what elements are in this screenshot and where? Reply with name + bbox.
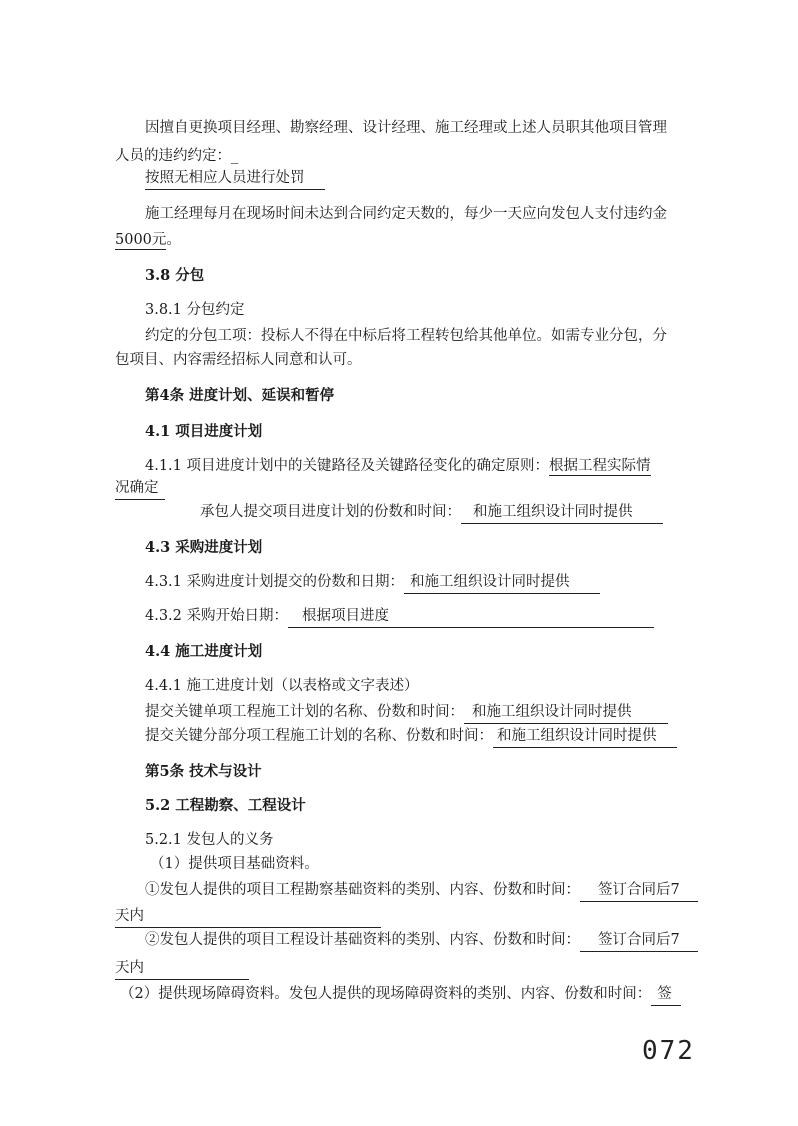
fill-in-value: 和施工组织设计同时提供 [493,726,677,748]
paragraph-line: 包项目、内容需经招标人同意和认可。 [115,352,362,368]
paragraph-line: 因擅自更换项目经理、勘察经理、设计经理、施工经理或上述人员职其他项目管理 [145,120,667,136]
fill-in-value: 根据项目进度 [288,606,654,628]
fill-in-value: 天内 [115,906,381,928]
clause-label: ①发包人提供的项目工程勘察基础资料的类别、内容、份数和时间： [145,882,580,898]
article-heading: 第5条 技术与设计 [145,763,262,780]
paragraph-line: 人员的违约约定：_ [115,148,239,164]
section-heading: 3.8 分包 [145,267,205,284]
section-heading: 5.2 工程勘察、工程设计 [145,797,306,814]
paragraph-line: （1）提供项目基础资料。 [150,856,319,872]
clause-label: 4.3.1 采购进度计划提交的份数和日期： [145,574,405,590]
fill-in-value: 和施工组织设计同时提供 [464,702,668,724]
fill-in-value: 按照无相应人员进行处罚 [145,168,325,190]
clause-label: 4.3.2 采购开始日期： [145,608,289,624]
clause-label: 5.2.1 发包人的义务 [145,832,274,848]
page-number: 072 [642,1036,695,1066]
paragraph-line: 约定的分包工项：投标人不得在中标后将工程转包给其他单位。如需专业分包，分 [145,328,667,344]
clause-label: 4.4.1 施工进度计划（以表格或文字表述） [145,678,419,694]
fill-in-value: 和施工组织设计同时提供 [404,572,600,594]
paragraph-line: 施工经理每月在现场时间未达到合同约定天数的，每少一天应向发包人支付违约金 [145,206,667,222]
clause-label: 4.1.1 项目进度计划中的关键路径及关键路径变化的确定原则： [145,458,550,474]
fill-in-value: 天内 [115,958,249,980]
section-heading: 4.1 项目进度计划 [145,423,263,440]
fill-in-value: 况确定 [115,478,165,500]
clause-label: ②发包人提供的项目工程设计基础资料的类别、内容、份数和时间： [145,932,580,948]
clause-label: 承包人提交项目进度计划的份数和时间： [200,504,461,520]
paragraph-tail: 。 [166,232,181,248]
article-heading: 第4条 进度计划、延误和暂停 [145,387,335,404]
penalty-amount: 5000元 [115,232,167,248]
fill-in-value: 根据工程实际情 [549,458,651,474]
section-heading: 4.3 采购进度计划 [145,539,263,556]
fill-in-value: 签 [651,984,681,1006]
fill-in-value: 签订合同后7 [580,930,698,952]
section-heading: 4.4 施工进度计划 [145,643,263,660]
clause-label: 提交关键单项工程施工计划的名称、份数和时间： [145,704,464,720]
fill-in-value: 签订合同后7 [580,880,698,902]
clause-label: （2）提供现场障碍资料。发包人提供的现场障碍资料的类别、内容、份数和时间： [120,986,652,1002]
clause-label: 提交关键分部分项工程施工计划的名称、份数和时间： [145,728,493,744]
fill-in-value: 和施工组织设计同时提供 [461,502,663,524]
clause-label: 3.8.1 分包约定 [145,302,245,318]
